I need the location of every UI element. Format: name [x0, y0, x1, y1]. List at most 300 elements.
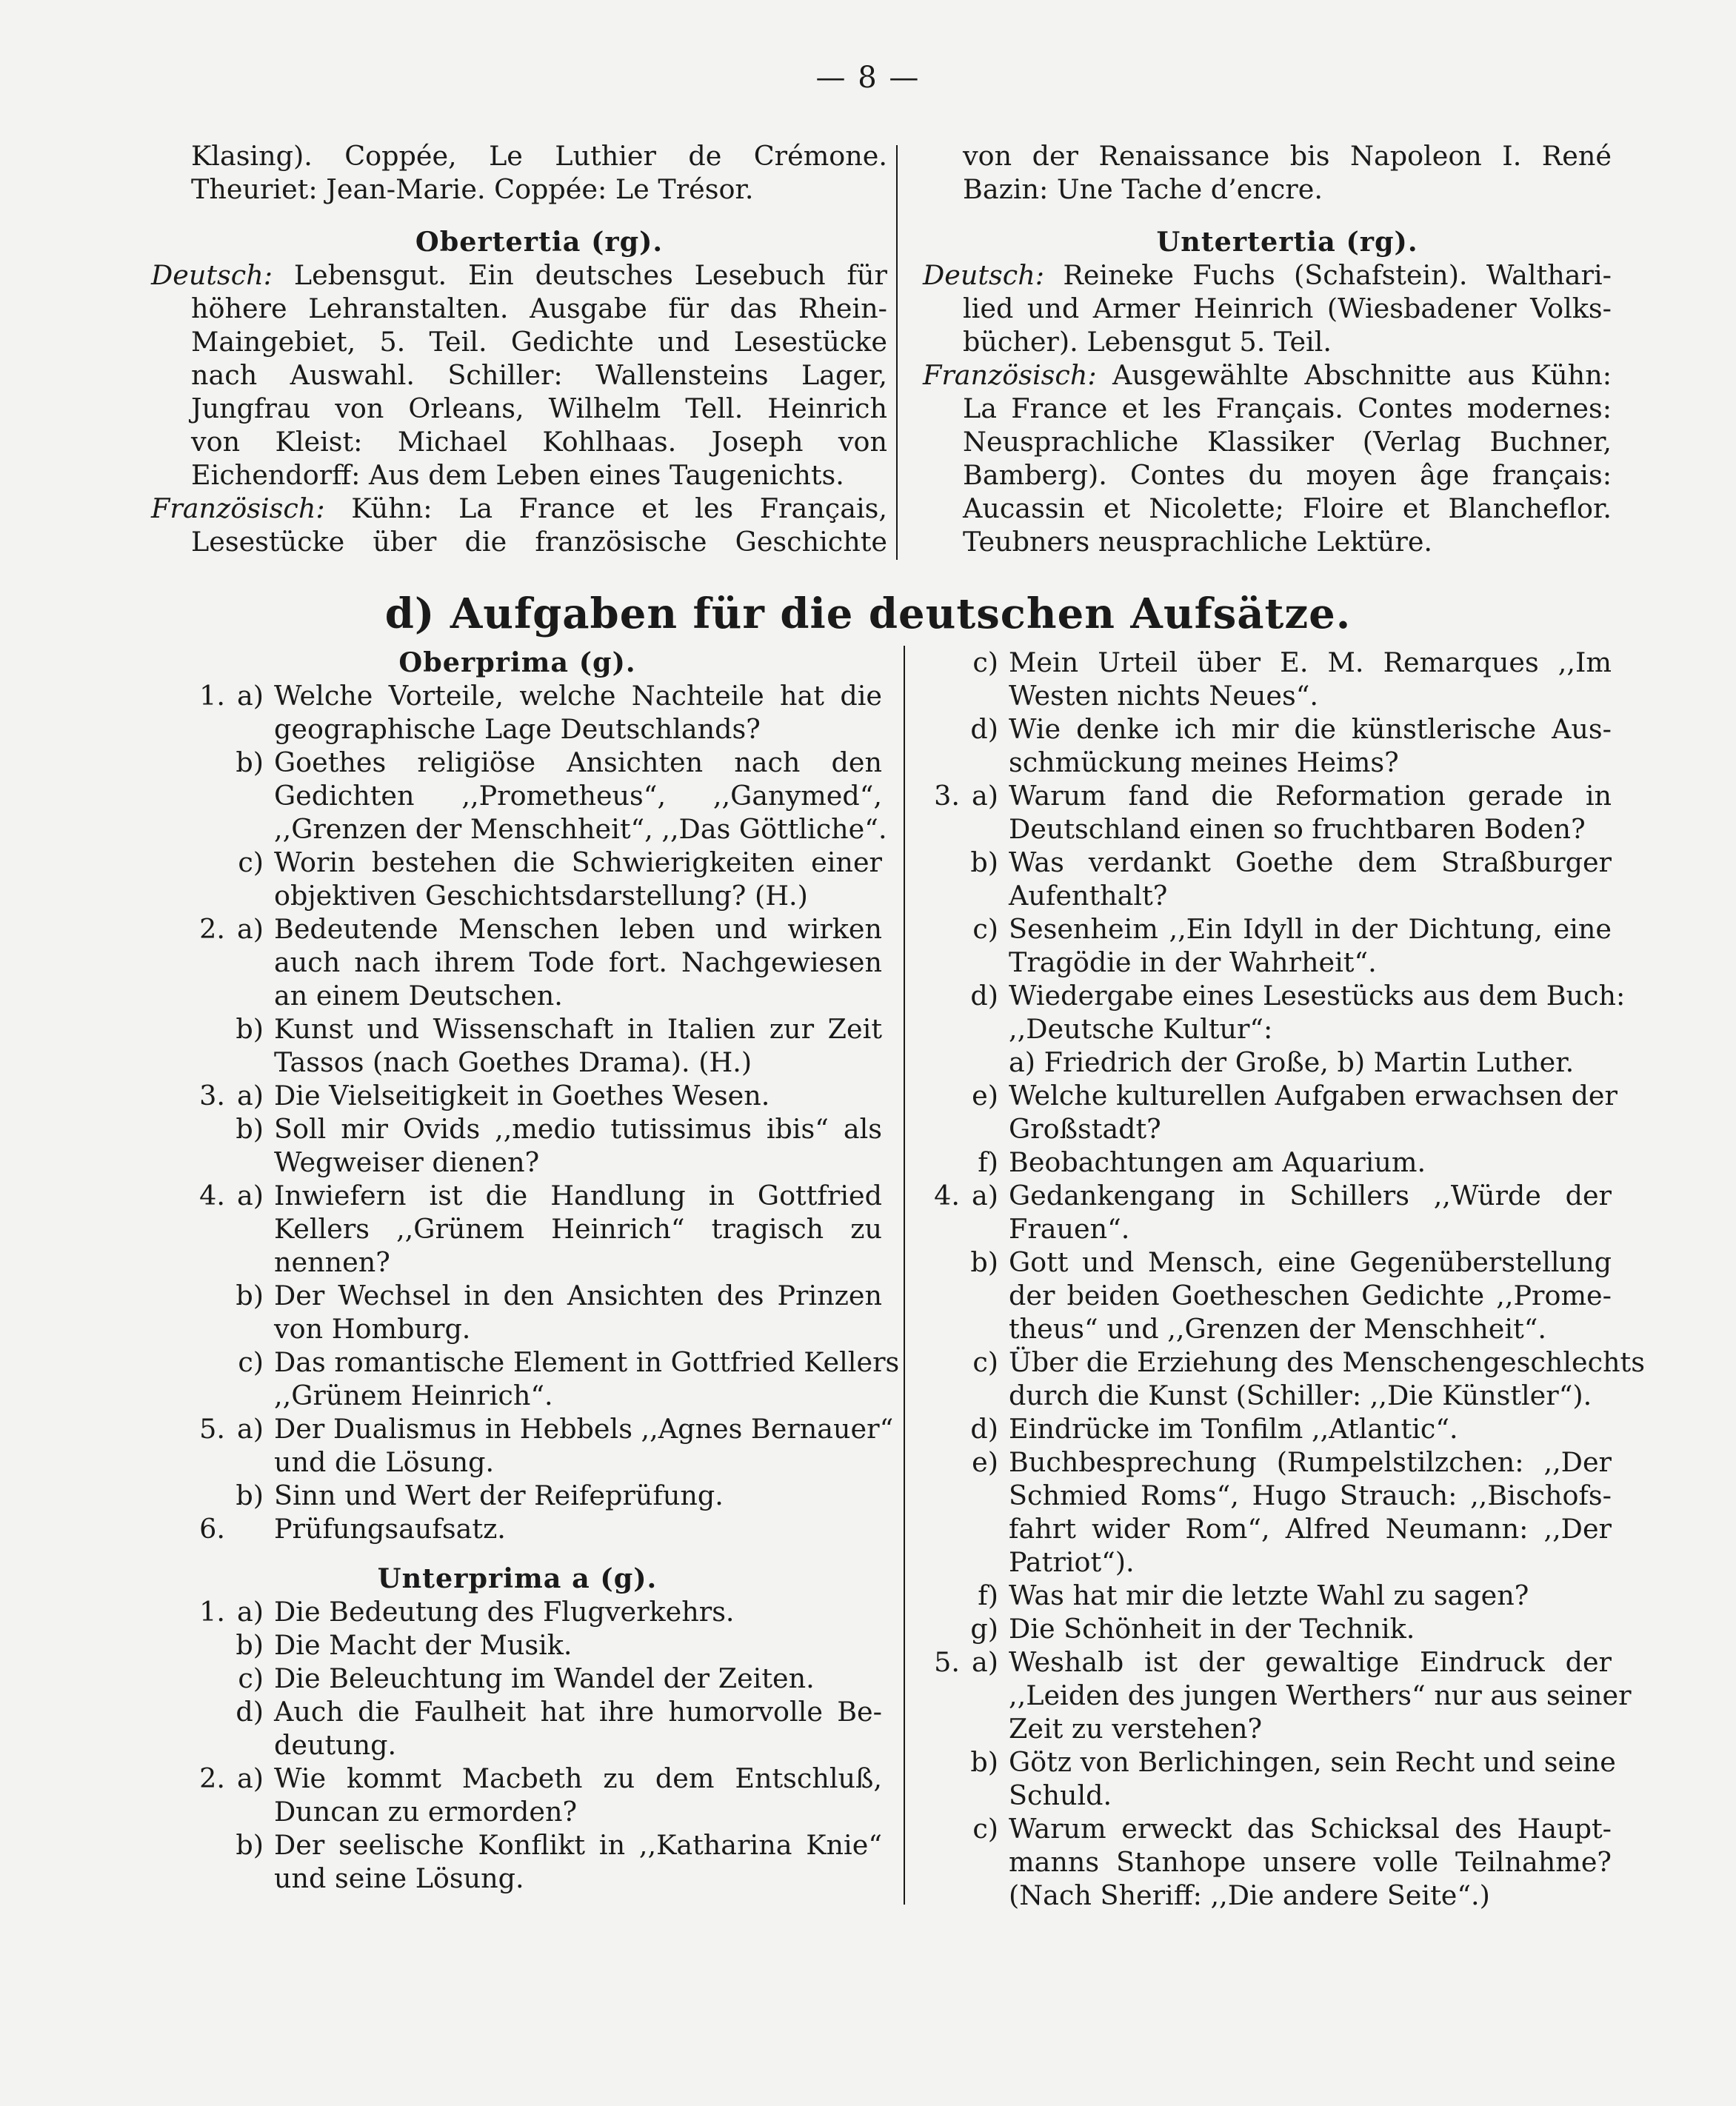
- task-text: Der Wechsel in den Ansichten des Prinzen: [274, 1280, 882, 1311]
- task-letter: a): [236, 1413, 264, 1445]
- task-item-line: [917, 1879, 1612, 1912]
- task-letter: [960, 1112, 998, 1146]
- task-number: [917, 912, 960, 946]
- task-number: [917, 746, 960, 779]
- task-text: (Nach Sheriff: ,,Die andere Seite“.): [1009, 1879, 1490, 1911]
- task-number: 5.: [934, 1646, 960, 1678]
- task-letter: [960, 1046, 998, 1079]
- bottom-left-column: [182, 646, 900, 1895]
- task-item-line: [917, 1679, 1632, 1712]
- task-text: Großstadt?: [1009, 1113, 1161, 1145]
- task-letter: b): [236, 746, 264, 778]
- task-text: fahrt wider Rom“, Alfred Neumann: ,,Der: [1009, 1513, 1612, 1545]
- task-number: [182, 1662, 225, 1695]
- task-item-line: [182, 1146, 882, 1179]
- task-text: Kunst und Wissenschaft in Italien zur Zeit: [274, 1013, 882, 1045]
- task-item-line: [917, 1346, 1645, 1379]
- task-number: [917, 1845, 960, 1879]
- task-item-line: [182, 1246, 882, 1279]
- task-text: ,,Grenzen der Menschheit“, ,,Das Göttliche“.: [274, 813, 887, 845]
- text-line: von Kleist: Michael Kohlhaas. Joseph von: [191, 426, 887, 458]
- task-item-line: [182, 946, 882, 979]
- task-text: Gott und Mensch, eine Gegenüberstellung: [1009, 1246, 1612, 1278]
- task-number: 5.: [199, 1413, 225, 1445]
- task-number: [182, 1628, 225, 1662]
- task-item-line: [182, 1046, 882, 1079]
- task-number: [182, 879, 225, 912]
- task-item-line: [917, 1779, 1612, 1812]
- text-line: von der Renaissance bis Napoleon I. René: [963, 140, 1612, 172]
- task-item-line: [182, 1828, 882, 1862]
- task-letter: [225, 946, 264, 979]
- task-number: [917, 1512, 960, 1545]
- task-letter: [960, 1845, 998, 1879]
- task-item-line: [182, 1445, 882, 1479]
- task-letter: c): [972, 646, 998, 678]
- task-text: Goethes religiöse Ansichten nach den: [274, 746, 882, 778]
- task-item-line: [182, 1762, 882, 1795]
- task-text: Warum erweckt das Schicksal des Haupt-: [1009, 1813, 1612, 1845]
- task-item-line: [182, 1346, 900, 1379]
- subject-label: Deutsch:: [923, 259, 1045, 291]
- page-number: — 8 —: [815, 61, 921, 95]
- task-letter: [960, 879, 998, 912]
- task-text: manns Stanhope unsere volle Teilnahme?: [1009, 1846, 1612, 1878]
- column-divider-top: [896, 145, 898, 560]
- task-text: geographische Lage Deutschlands?: [274, 713, 761, 745]
- task-text: Warum fand die Reformation gerade in: [1009, 780, 1612, 812]
- task-number: [917, 1479, 960, 1512]
- task-text: und seine Lösung.: [274, 1862, 524, 1894]
- task-text: Welche Vorteile, welche Nachteile hat die: [274, 680, 882, 712]
- task-item-line: [182, 1795, 882, 1828]
- task-text: a) Friedrich der Große, b) Martin Luther.: [1009, 1046, 1575, 1078]
- text-line: Theuriet: Jean-Marie. Coppée: Le Trésor.: [191, 173, 754, 205]
- task-number: [182, 1728, 225, 1762]
- text-line: Eichendorff: Aus dem Leben eines Taugenichts.: [191, 459, 844, 491]
- task-letter: a): [236, 1180, 264, 1211]
- subject-label: Französisch:: [923, 359, 1097, 391]
- task-number: [917, 879, 960, 912]
- task-item-line: [182, 1379, 882, 1412]
- task-number: 4.: [199, 1180, 225, 1211]
- top-right-column: [923, 139, 1612, 558]
- task-item-line: [917, 779, 1612, 812]
- text-line: Maingebiet, 5. Teil. Gedichte und Lesestücke: [191, 326, 887, 358]
- subject-label: Deutsch:: [151, 259, 273, 291]
- task-letter: [960, 1379, 998, 1412]
- task-number: [182, 1146, 225, 1179]
- section-heading: d) Aufgaben für die deutschen Aufsätze.: [384, 589, 1352, 638]
- task-item-line: [917, 1479, 1612, 1512]
- oberprima-task-list: [182, 679, 900, 1545]
- task-letter: [960, 1545, 998, 1579]
- task-text: Kellers ,,Grünem Heinrich“ tragisch zu: [274, 1213, 882, 1245]
- task-text: Was hat mir die letzte Wahl zu sagen?: [1009, 1580, 1529, 1611]
- task-number: [182, 746, 225, 779]
- task-item-line: [182, 1179, 882, 1212]
- task-text: Tassos (nach Goethes Drama). (H.): [274, 1046, 752, 1078]
- text-line: lied und Armer Heinrich (Wiesbadener Volks-: [963, 292, 1612, 324]
- task-item-line: [182, 1728, 882, 1762]
- task-item-line: [182, 1512, 882, 1545]
- task-text: ,,Deutsche Kultur“:: [1009, 1013, 1273, 1045]
- task-number: [917, 712, 960, 746]
- task-text: Mein Urteil über E. M. Remarques ,,Im: [1009, 646, 1612, 678]
- task-item-line: [917, 812, 1612, 846]
- task-text: nennen?: [274, 1246, 390, 1278]
- task-number: [182, 779, 225, 812]
- text-line: Bazin: Une Tache d’encre.: [963, 173, 1323, 205]
- task-text: Aufenthalt?: [1009, 880, 1168, 912]
- task-letter: [225, 979, 264, 1012]
- task-item-line: [182, 1628, 882, 1662]
- task-item-line: [917, 879, 1612, 912]
- task-letter: c): [972, 913, 998, 945]
- task-item-line: [182, 812, 887, 846]
- task-number: [182, 1346, 225, 1379]
- task-letter: d): [236, 1696, 264, 1728]
- oberprima-heading: Oberprima (g).: [398, 646, 636, 678]
- task-number: [917, 679, 960, 712]
- task-number: [917, 846, 960, 879]
- task-text: Weshalb ist der gewaltige Eindruck der: [1009, 1646, 1612, 1678]
- task-text: Der seelische Konflikt in ,,Katharina Knie“: [274, 1829, 882, 1861]
- task-text: ,,Leiden des jungen Werthers“ nur aus seiner: [1009, 1679, 1632, 1711]
- text-line: Bamberg). Contes du moyen âge français:: [963, 459, 1612, 491]
- task-text: Prüfungsaufsatz.: [274, 1513, 506, 1545]
- task-letter: [225, 1379, 264, 1412]
- task-letter: b): [970, 846, 998, 878]
- text-line: Jungfrau von Orleans, Wilhelm Tell. Heinrich: [191, 392, 887, 424]
- text-line: Klasing). Coppée, Le Luthier de Crémone.: [191, 140, 887, 172]
- task-letter: [960, 1479, 998, 1512]
- unterprima-task-list: [182, 1595, 882, 1895]
- task-number: [182, 1828, 225, 1862]
- task-text: Über die Erziehung des Menschengeschlechts: [1009, 1346, 1645, 1378]
- task-text: Zeit zu verstehen?: [1009, 1713, 1263, 1745]
- task-letter: [960, 946, 998, 979]
- task-text: Die Bedeutung des Flugverkehrs.: [274, 1596, 735, 1628]
- task-letter: f): [978, 1146, 998, 1178]
- task-number: [917, 1246, 960, 1279]
- task-letter: [960, 746, 998, 779]
- task-number: [182, 1246, 225, 1279]
- task-number: [182, 846, 225, 879]
- task-letter: [225, 1445, 264, 1479]
- task-number: [917, 1312, 960, 1346]
- franzoesisch-entry: [923, 358, 1612, 392]
- task-item-line: [917, 646, 1612, 679]
- task-letter: d): [970, 980, 998, 1012]
- task-letter: e): [972, 1446, 998, 1478]
- task-text: objektiven Geschichtsdarstellung? (H.): [274, 880, 808, 912]
- task-number: [182, 1862, 225, 1895]
- task-item-line: [182, 1312, 882, 1346]
- task-item-line: [917, 1645, 1612, 1679]
- subject-label: Französisch:: [151, 492, 325, 524]
- task-item-line: [917, 746, 1612, 779]
- task-number: 1.: [199, 680, 225, 712]
- task-letter: [225, 1728, 264, 1762]
- task-item-line: [917, 1845, 1612, 1879]
- task-number: [917, 1679, 960, 1712]
- task-item-line: [917, 1579, 1612, 1612]
- task-letter: c): [972, 1813, 998, 1845]
- task-text: Welche kulturellen Aufgaben erwachsen der: [1009, 1080, 1618, 1112]
- text-line: Lesestücke über die französische Geschichte: [191, 526, 887, 558]
- task-item-line: [917, 679, 1612, 712]
- task-letter: c): [238, 846, 264, 878]
- task-letter: c): [238, 1662, 264, 1694]
- task-text: auch nach ihrem Tode fort. Nachgewiesen: [274, 946, 882, 978]
- task-text: Duncan zu ermorden?: [274, 1796, 578, 1828]
- task-number: [182, 979, 225, 1012]
- task-number: [917, 1279, 960, 1312]
- task-number: [917, 812, 960, 846]
- task-item-line: [917, 1012, 1612, 1046]
- task-number: [182, 1312, 225, 1346]
- task-letter: d): [970, 1413, 998, 1445]
- task-text: Götz von Berlichingen, sein Recht und seine: [1009, 1746, 1616, 1778]
- deutsch-entry: [923, 258, 1612, 292]
- text-line: Lebensgut. Ein deutsches Lesebuch für: [293, 259, 887, 291]
- task-item-line: [182, 979, 882, 1012]
- task-letter: [225, 1246, 264, 1279]
- task-item-line: [182, 879, 882, 912]
- task-letter: [960, 679, 998, 712]
- task-number: 3.: [199, 1080, 225, 1112]
- task-item-line: [182, 712, 882, 746]
- task-number: [917, 1112, 960, 1146]
- task-item-line: [917, 1412, 1612, 1445]
- task-text: theus“ und ,,Grenzen der Menschheit“.: [1009, 1313, 1547, 1345]
- task-number: [182, 1379, 225, 1412]
- task-number: [917, 1412, 960, 1445]
- task-number: [917, 1579, 960, 1612]
- top-left-column: [151, 139, 887, 558]
- task-text: der beiden Goetheschen Gedichte ,,Prome-: [1009, 1280, 1612, 1311]
- task-text: Tragödie in der Wahrheit“.: [1009, 946, 1377, 978]
- task-letter: f): [978, 1580, 998, 1611]
- task-item-line: [182, 746, 882, 779]
- text-line: La France et les Français. Contes modernes:: [963, 392, 1612, 424]
- task-letter: b): [970, 1246, 998, 1278]
- task-letter: [225, 1212, 264, 1246]
- text-line: Teubners neusprachliche Lektüre.: [963, 526, 1433, 558]
- task-letter: g): [970, 1613, 998, 1645]
- task-item-line: [917, 1312, 1612, 1346]
- untertertia-heading: Untertertia (rg).: [1156, 226, 1418, 258]
- task-item-line: [917, 1812, 1612, 1845]
- task-number: [917, 646, 960, 679]
- task-number: 2.: [199, 1762, 225, 1794]
- task-item-line: [917, 1246, 1612, 1279]
- task-item-line: [917, 1179, 1612, 1212]
- task-number: [917, 1146, 960, 1179]
- task-item-line: [182, 1595, 882, 1628]
- task-number: [182, 1795, 225, 1828]
- task-letter: [225, 779, 264, 812]
- text-line: Reineke Fuchs (Schafstein). Walthari-: [1063, 259, 1612, 291]
- task-number: [182, 1046, 225, 1079]
- text-line: Neusprachliche Klassiker (Verlag Buchner,: [963, 426, 1612, 458]
- task-text: Gedankengang in Schillers ,,Würde der: [1009, 1180, 1612, 1211]
- task-number: [182, 1212, 225, 1246]
- task-number: [917, 1079, 960, 1112]
- task-text: Beobachtungen am Aquarium.: [1009, 1146, 1426, 1178]
- task-letter: [225, 1046, 264, 1079]
- task-letter: a): [236, 1762, 264, 1794]
- unterprima-heading: Unterprima a (g).: [377, 1562, 658, 1594]
- task-letter: [225, 812, 264, 846]
- task-item-line: [917, 1612, 1612, 1645]
- task-number: [917, 1012, 960, 1046]
- task-text: Wegweiser dienen?: [274, 1146, 540, 1178]
- task-text: Schmied Roms“, Hugo Strauch: ,,Bischofs-: [1009, 1480, 1612, 1511]
- task-item-line: [182, 1662, 882, 1695]
- task-text: Die Macht der Musik.: [274, 1629, 572, 1661]
- task-text: Auch die Faulheit hat ihre humorvolle Be-: [274, 1696, 882, 1728]
- task-letter: e): [972, 1080, 998, 1112]
- task-number: 2.: [199, 913, 225, 945]
- task-item-line: [917, 1146, 1612, 1179]
- task-text: schmückung meines Heims?: [1009, 746, 1399, 778]
- task-number: [917, 1745, 960, 1779]
- task-text: an einem Deutschen.: [274, 980, 563, 1012]
- task-letter: [960, 1779, 998, 1812]
- task-number: [182, 1445, 225, 1479]
- task-text: Die Beleuchtung im Wandel der Zeiten.: [274, 1662, 815, 1694]
- task-text: Die Vielseitigkeit in Goethes Wesen.: [274, 1080, 770, 1112]
- task-number: 3.: [934, 780, 960, 812]
- task-letter: a): [971, 1646, 998, 1678]
- bottom-right-column: [917, 646, 1645, 1912]
- task-item-line: [182, 1695, 882, 1728]
- task-item-line: [917, 979, 1626, 1012]
- task-number: [917, 1379, 960, 1412]
- task-number: [917, 1879, 960, 1912]
- task-text: Worin bestehen die Schwierigkeiten einer: [274, 846, 882, 878]
- task-number: [182, 812, 225, 846]
- task-item-line: [182, 912, 882, 946]
- task-letter: [225, 1795, 264, 1828]
- task-number: 4.: [934, 1180, 960, 1211]
- task-item-line: [917, 712, 1612, 746]
- task-letter: [960, 812, 998, 846]
- task-item-line: [917, 912, 1612, 946]
- task-text: Soll mir Ovids ,,medio tutissimus ibis“ als: [274, 1113, 882, 1145]
- task-text: Bedeutende Menschen leben und wirken: [274, 913, 882, 945]
- deutsch-entry: [151, 258, 887, 292]
- task-text: Wiedergabe eines Lesestücks aus dem Buch:: [1009, 980, 1626, 1012]
- task-number: [917, 1812, 960, 1845]
- task-text: Der Dualismus in Hebbels ,,Agnes Bernauer“: [274, 1413, 894, 1445]
- franzoesisch-entry: [151, 492, 887, 525]
- task-number: [917, 1712, 960, 1745]
- task-text: Patriot“).: [1009, 1546, 1135, 1578]
- task-number: 6.: [199, 1513, 225, 1545]
- task-letter: [225, 712, 264, 746]
- task-letter: [960, 1012, 998, 1046]
- task-number: [917, 1445, 960, 1479]
- task-text: Sinn und Wert der Reifeprüfung.: [274, 1480, 724, 1511]
- task-item-line: [917, 1445, 1612, 1479]
- task-letter: [960, 1712, 998, 1745]
- task-letter: b): [236, 1480, 264, 1511]
- task-text: durch die Kunst (Schiller: ,,Die Künstler“).: [1009, 1380, 1592, 1411]
- task-item-line: [917, 1112, 1612, 1146]
- task-letter: b): [236, 1280, 264, 1311]
- task-letter: a): [236, 1596, 264, 1628]
- task-number: [917, 1346, 960, 1379]
- task-text: Schuld.: [1009, 1779, 1112, 1811]
- task-letter: [225, 1862, 264, 1895]
- task-text: Was verdankt Goethe dem Straßburger: [1009, 846, 1612, 878]
- obertertia-heading: Obertertia (rg).: [415, 226, 664, 258]
- task-number: [182, 946, 225, 979]
- task-item-line: [182, 1212, 882, 1246]
- task-text: Westen nichts Neues“.: [1009, 680, 1319, 712]
- task-letter: d): [970, 713, 998, 745]
- task-item-line: [917, 1545, 1612, 1579]
- task-item-line: [182, 1279, 882, 1312]
- task-number: [182, 1695, 225, 1728]
- task-text: Wie kommt Macbeth zu dem Entschluß,: [274, 1762, 882, 1794]
- task-number: [182, 1012, 225, 1046]
- task-letter: c): [972, 1346, 998, 1378]
- task-letter: [960, 1279, 998, 1312]
- task-text: Das romantische Element in Gottfried Kellers: [274, 1346, 900, 1378]
- task-number: [182, 712, 225, 746]
- task-item-line: [182, 779, 882, 812]
- task-number: [182, 1112, 225, 1146]
- text-line: Ausgewählte Abschnitte aus Kühn:: [1112, 359, 1612, 391]
- task-item-line: [917, 1046, 1612, 1079]
- task-number: [182, 1479, 225, 1512]
- task-text: Buchbesprechung (Rumpelstilzchen: ,,Der: [1009, 1446, 1612, 1478]
- task-item-line: [917, 1079, 1618, 1112]
- task-letter: [225, 1146, 264, 1179]
- task-letter: c): [238, 1346, 264, 1378]
- task-item-line: [917, 1379, 1612, 1412]
- task-letter: [960, 1879, 998, 1912]
- task-text: Frauen“.: [1009, 1213, 1130, 1245]
- task-text: Deutschland einen so fruchtbaren Boden?: [1009, 813, 1586, 845]
- task-letter: b): [970, 1746, 998, 1778]
- task-number: [917, 1779, 960, 1812]
- task-item-line: [182, 1479, 882, 1512]
- text-line: bücher). Lebensgut 5. Teil.: [963, 326, 1332, 358]
- task-number: [917, 1212, 960, 1246]
- task-item-line: [917, 846, 1612, 879]
- task-letter: [225, 879, 264, 912]
- task-text: deutung.: [274, 1729, 397, 1761]
- task-number: 1.: [199, 1596, 225, 1628]
- task-text: Sesenheim ,,Ein Idyll in der Dichtung, eine: [1009, 913, 1612, 945]
- task-text: Inwiefern ist die Handlung in Gottfried: [274, 1180, 882, 1211]
- task-letter: a): [236, 680, 264, 712]
- text-line: höhere Lehranstalten. Ausgabe für das Rhein-: [191, 292, 887, 324]
- task-letter: [960, 1512, 998, 1545]
- task-letter: [225, 1312, 264, 1346]
- task-item-line: [917, 1279, 1612, 1312]
- task-item-line: [182, 1412, 894, 1445]
- task-letter: b): [236, 1013, 264, 1045]
- text-line: nach Auswahl. Schiller: Wallensteins Lager,: [191, 359, 887, 391]
- task-letter: a): [236, 1080, 264, 1112]
- task-letter: b): [236, 1829, 264, 1861]
